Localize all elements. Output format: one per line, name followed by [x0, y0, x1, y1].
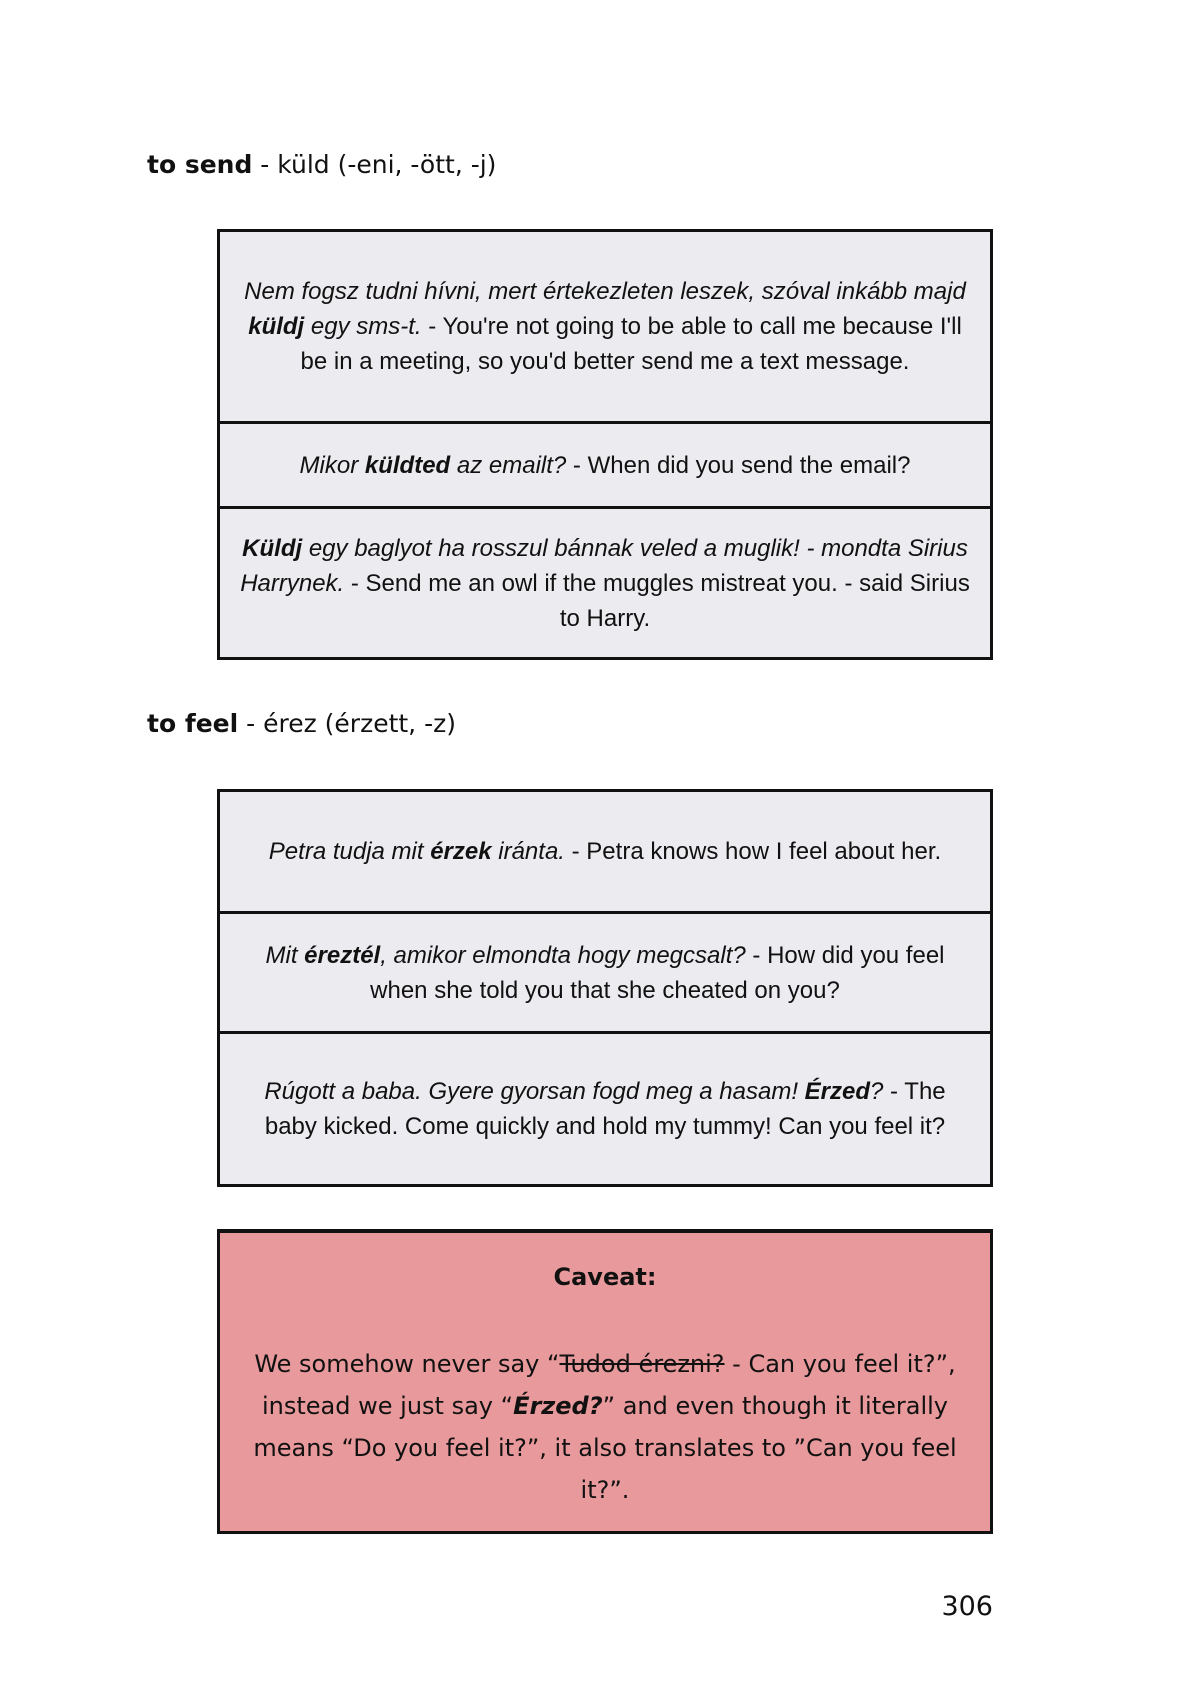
- highlighted-verb: küldted: [364, 451, 451, 479]
- example-row: [220, 506, 990, 657]
- hungarian-sentence: Mit éreztél, amikor elmondta hogy megcsalt?: [265, 941, 746, 969]
- heading-term: to feel: [147, 709, 239, 738]
- hungarian-sentence: Rúgott a baba. Gyere gyorsan fogd meg a hasam! Érzed?: [264, 1078, 884, 1105]
- example-row: [220, 911, 990, 1031]
- highlighted-verb: Érzed: [804, 1078, 871, 1105]
- examples-table-send: [217, 229, 993, 660]
- emphasized-phrase: Érzed?: [513, 1392, 603, 1420]
- hungarian-sentence: Mikor küldted az emailt?: [299, 451, 567, 479]
- example-row: [220, 421, 990, 506]
- example-row: [220, 792, 990, 911]
- heading-to-feel: [147, 709, 456, 738]
- english-translation: - When did you send the email?: [566, 451, 911, 479]
- heading-translation: - érez (érzett, -z): [238, 709, 456, 738]
- example-row: [220, 1031, 990, 1184]
- caveat-title: Caveat:: [553, 1263, 657, 1291]
- hungarian-sentence: Petra tudja mit érzek iránta.: [268, 838, 565, 865]
- heading-translation: - küld (-eni, -ött, -j): [252, 150, 497, 179]
- english-translation: - How did you feel when she told you that she cheated on you?: [370, 941, 945, 1004]
- highlighted-verb: éreztél: [304, 941, 381, 969]
- examples-table-feel: [217, 789, 993, 1187]
- page-number: 306: [941, 1591, 993, 1622]
- hungarian-sentence: Nem fogsz tudni hívni, mert értekezleten leszek, szóval inkább majd küldj egy sms-t.: [244, 278, 966, 340]
- hungarian-sentence: Küldj egy baglyot ha rosszul bánnak veled a muglik! - mondta Sirius Harrynek.: [240, 534, 968, 597]
- heading-term: to send: [147, 150, 253, 179]
- heading-to-send: [147, 150, 496, 179]
- caveat-box: [217, 1229, 993, 1534]
- example-row: [220, 232, 990, 421]
- english-translation: - The baby kicked. Come quickly and hold my tummy! Can you feel it?: [264, 1078, 946, 1140]
- highlighted-verb: érzek: [430, 838, 492, 865]
- english-translation: - Send me an owl if the muggles mistreat you. - said Sirius to Harry.: [344, 569, 970, 632]
- highlighted-verb: Küldj: [242, 534, 303, 562]
- strikethrough-phrase: Tudod érezni?: [559, 1350, 725, 1378]
- caveat-text: We somehow never say “Tudod érezni? - Can you feel it?”, instead we just say “Érzed?” and even though it literally means “Do you feel it?”, it also translates to ”Can you feel it?”.: [253, 1350, 957, 1504]
- english-translation: - Petra knows how I feel about her.: [564, 838, 942, 865]
- highlighted-verb: küldj: [248, 313, 305, 340]
- english-translation: - You're not going to be able to call me because I'll be in a meeting, so you'd better send me a text message.: [300, 313, 962, 375]
